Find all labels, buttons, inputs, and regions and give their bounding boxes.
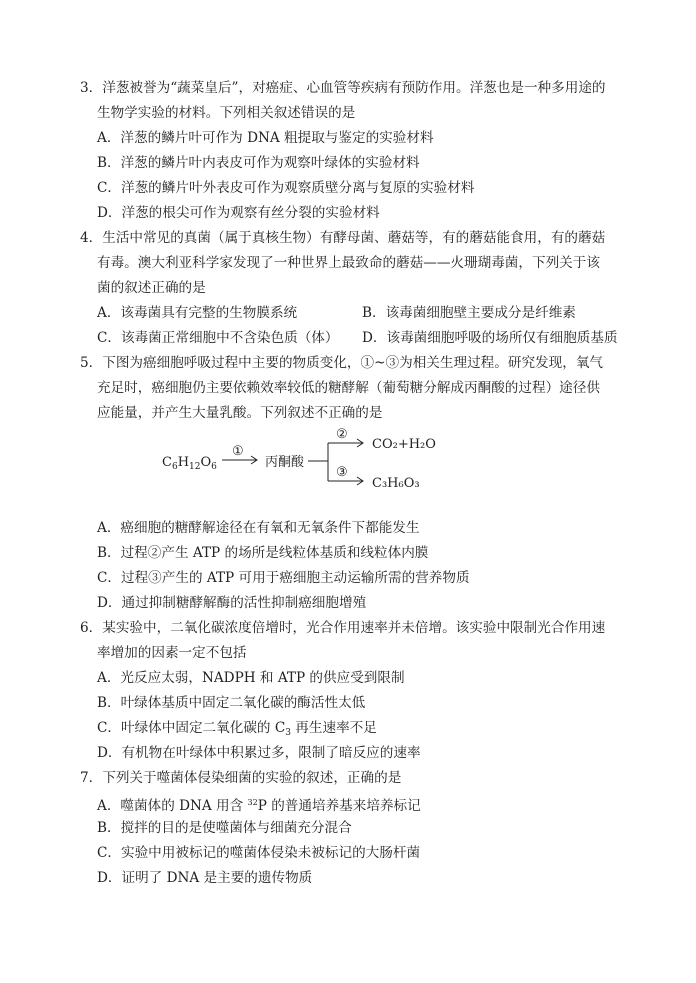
q6-option-d: D．有机物在叶绿体中积累过多，限制了暗反应的速率 — [97, 745, 421, 761]
q3-option-c: C．洋葱的鳞片叶外表皮可作为观察质壁分离与复原的实验材料 — [97, 180, 475, 196]
step2-label: ② — [336, 427, 348, 442]
q5-stem-line1: 5．下图为癌细胞呼吸过程中主要的物质变化，①~③为相关生理过程。研究发现，氧气 — [80, 355, 604, 371]
step1-label: ① — [232, 444, 244, 459]
q6-option-c-text: C．叶绿体中固定二氧化碳的 C — [97, 720, 286, 736]
q4-stem-line2: 有毒。澳大利亚科学家发现了一种世界上最致命的蘑菇——火珊瑚毒菌，下列关于该 — [97, 255, 600, 271]
q5-option-b: B．过程②产生 ATP 的场所是线粒体基质和线粒体内膜 — [97, 545, 429, 561]
q7-option-b: B．搅拌的目的是使噬菌体与细菌充分混合 — [97, 820, 352, 836]
q4-option-c: C．该毒菌正常细胞中不含染色质（体） — [97, 330, 339, 346]
q4-option-a: A．该毒菌具有完整的生物膜系统 — [97, 305, 298, 321]
q7-option-a-superscript: 32 — [247, 798, 258, 807]
q3-stem-line2: 生物学实验的材料。下列相关叙述错误的是 — [97, 105, 356, 121]
q6-option-b: B．叶绿体基质中固定二氧化碳的酶活性太低 — [97, 695, 366, 711]
q7-option-d: D．证明了 DNA 是主要的遗传物质 — [97, 870, 313, 886]
q7-option-a — [97, 793, 421, 816]
q5-stem-line3: 应能量，并产生大量乳酸。下列叙述不正确的是 — [97, 405, 383, 421]
q6-stem-line1: 6．某实验中，二氧化碳浓度倍增时，光合作用速率并未倍增。该实验中限制光合作用速 — [80, 620, 606, 636]
q5-stem-line2: 充足时，癌细胞仍主要依赖效率较低的糖酵解（葡萄糖分解成丙酮酸的过程）途径供 — [97, 380, 600, 396]
lactate-formula: C₃H₆O₃ — [372, 476, 420, 491]
q3-option-d: D．洋葱的根尖可作为观察有丝分裂的实验材料 — [97, 205, 380, 221]
q3-stem-line1: 3．洋葱被誉为“蔬菜皇后”，对癌症、心血管等疾病有预防作用。洋葱也是一种多用途的 — [80, 80, 606, 96]
q7-option-a-text-end: P 的普通培养基来培养标记 — [257, 798, 421, 814]
q5-option-a: A．癌细胞的糖酵解途径在有氧和无氧条件下都能发生 — [97, 520, 420, 536]
q4-option-d: D．该毒菌细胞呼吸的场所仅有细胞质基质 — [362, 330, 618, 346]
q4-stem-line3: 菌的叙述正确的是 — [97, 280, 206, 296]
pyruvate-label: 丙酮酸 — [265, 455, 305, 470]
q7-stem-line1: 7．下列关于噬菌体侵染细菌的实验的叙述，正确的是 — [80, 770, 402, 786]
co2-water-label: CO₂+H₂O — [372, 437, 436, 452]
q4-stem-line1: 4．生活中常见的真菌（属于真核生物）有酵母菌、蘑菇等，有的蘑菇能食用，有的蘑菇 — [80, 230, 606, 246]
q5-option-c: C．过程③产生的 ATP 可用于癌细胞主动运输所需的营养物质 — [97, 570, 470, 586]
q6-option-c — [97, 718, 377, 743]
q7-option-c: C．实验中用被标记的噬菌体侵染未被标记的大肠杆菌 — [97, 845, 421, 861]
q3-option-b: B．洋葱的鳞片叶内表皮可作为观察叶绿体的实验材料 — [97, 155, 420, 171]
step3-label: ③ — [336, 465, 348, 480]
q6-option-a: A．光反应太弱，NADPH 和 ATP 的供应受到限制 — [97, 670, 405, 686]
q7-option-a-text: A．噬菌体的 DNA 用含 — [97, 798, 248, 814]
q5-option-d: D．通过抑制糖酵解酶的活性抑制癌细胞增殖 — [97, 595, 367, 611]
q6-option-c-subscript: 3 — [285, 728, 291, 738]
q4-option-b: B．该毒菌细胞壁主要成分是纤维素 — [362, 305, 576, 321]
cell-respiration-diagram — [150, 426, 450, 496]
q6-option-c-text-end: 再生速率不足 — [290, 720, 377, 736]
q6-stem-line2: 率增加的因素一定不包括 — [97, 645, 247, 661]
q3-option-a: A．洋葱的鳞片叶可作为 DNA 粗提取与鉴定的实验材料 — [97, 130, 434, 146]
glucose-formula: $C_6H_{12}O_6$ — [162, 455, 217, 472]
